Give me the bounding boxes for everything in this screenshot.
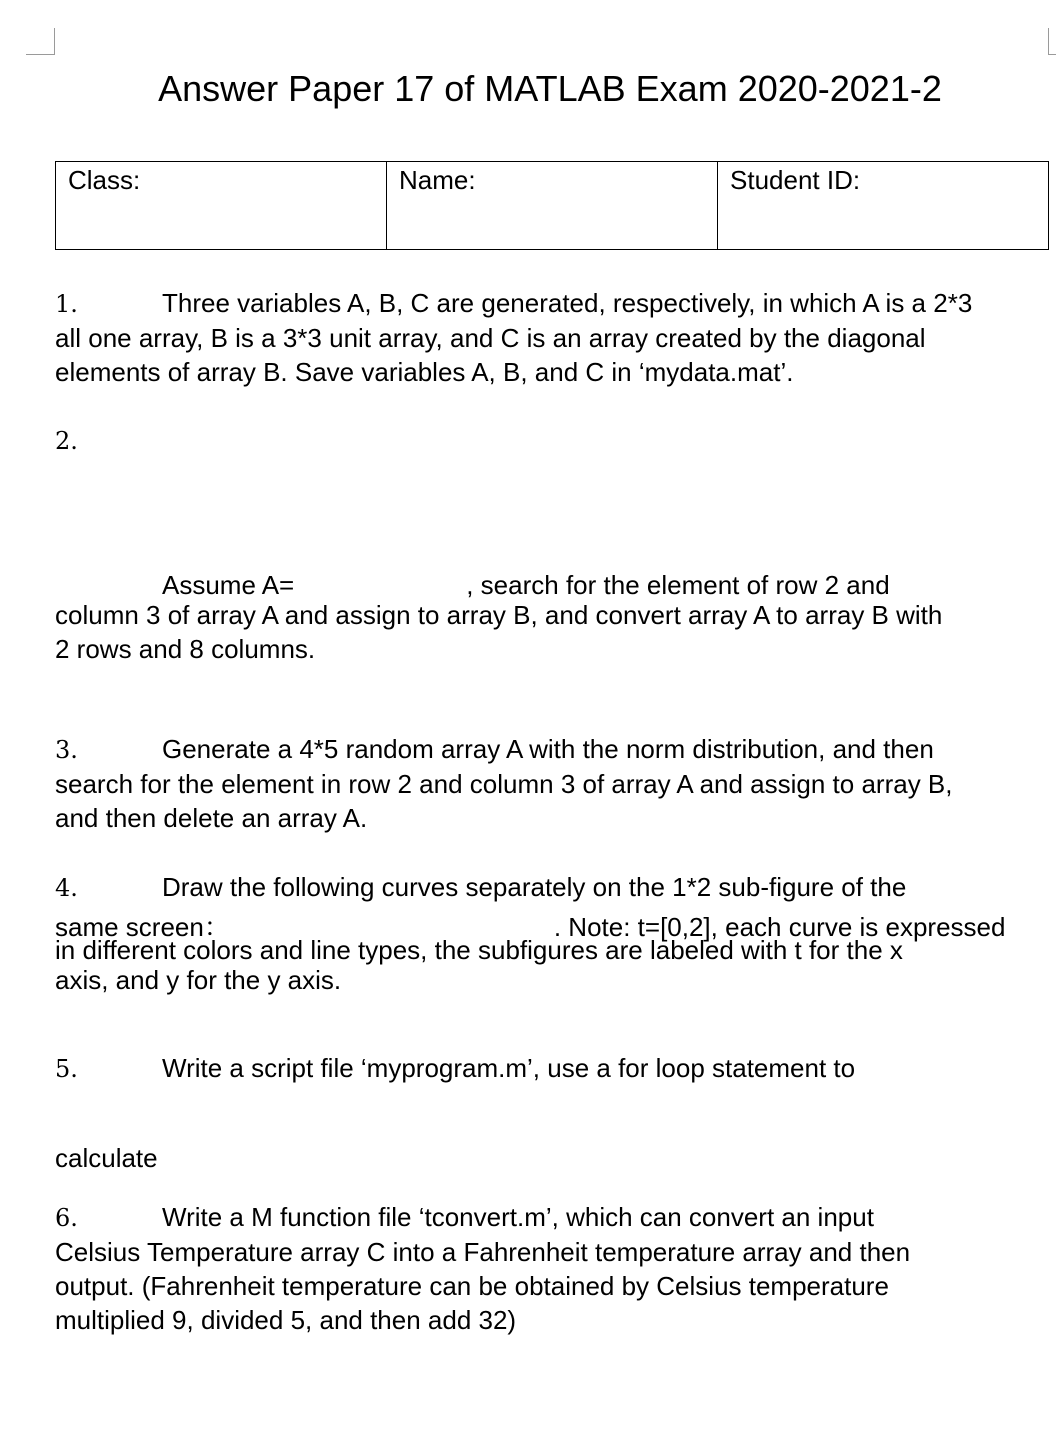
question-text: calculate: [55, 1143, 158, 1173]
page-title: Answer Paper 17 of MATLAB Exam 2020-2021-2: [158, 68, 942, 109]
question-4: [55, 869, 1045, 998]
question-number: 4.: [55, 874, 78, 902]
question-6: [55, 1200, 1045, 1337]
page-corner-mark-left: [26, 28, 55, 55]
question-5: [55, 1051, 1045, 1086]
question-number: 6.: [55, 1204, 78, 1232]
question-text: all one array, B is a 3*3 unit array, and C is an array created by the diagonal: [55, 323, 926, 353]
question-text: search for the element in row 2 and column 3 of array A and assign to array B,: [55, 769, 953, 799]
question-number: 1.: [55, 290, 78, 318]
question-number: 2.: [55, 427, 78, 455]
question-text: same screen：: [55, 912, 230, 942]
question-text: Assume A=: [162, 570, 295, 600]
question-text: and then delete an array A.: [55, 803, 368, 833]
question-2-number-row: [55, 423, 1045, 458]
class-cell[interactable]: Class:: [56, 162, 387, 250]
name-cell[interactable]: Name:: [387, 162, 718, 250]
student-info-table: [55, 161, 1049, 250]
question-text: column 3 of array A and assign to array B, and convert array A to array B with: [55, 600, 943, 630]
question-text: axis, and y for the y axis.: [55, 965, 342, 995]
question-number: 5.: [55, 1055, 78, 1083]
question-text: Celsius Temperature array C into a Fahrenheit temperature array and then: [55, 1237, 911, 1267]
question-text: Generate a 4*5 random array A with the norm distribution, and then: [162, 734, 934, 764]
question-text: Three variables A, B, C are generated, respectively, in which A is a 2*3: [162, 288, 973, 318]
question-text: output. (Fahrenheit temperature can be obtained by Celsius temperature: [55, 1271, 889, 1301]
question-text: elements of array B. Save variables A, B, and C in ‘mydata.mat’.: [55, 357, 794, 387]
question-text: . Note: t=[0,2], each curve is expressed: [553, 912, 1006, 942]
page-corner-mark-right: [1048, 28, 1056, 55]
question-2: [55, 570, 1045, 668]
question-1: [55, 286, 1045, 389]
question-text: Write a M function file ‘tconvert.m’, which can convert an input: [162, 1202, 874, 1232]
question-text: in different colors and line types, the subfigures are labeled with t for the x: [55, 935, 903, 965]
question-number: 3.: [55, 736, 78, 764]
question-3: [55, 732, 1045, 835]
question-text: , search for the element of row 2 and: [466, 570, 890, 600]
question-text: 2 rows and 8 columns.: [55, 634, 316, 664]
question-text: Draw the following curves separately on the 1*2 sub-figure of the: [162, 872, 907, 902]
question-text: Write a script file ‘myprogram.m’, use a for loop statement to: [162, 1053, 856, 1083]
question-text: multiplied 9, divided 5, and then add 32): [55, 1305, 517, 1335]
student-id-cell[interactable]: Student ID:: [718, 162, 1049, 250]
question-5-continued: [55, 1141, 1045, 1175]
